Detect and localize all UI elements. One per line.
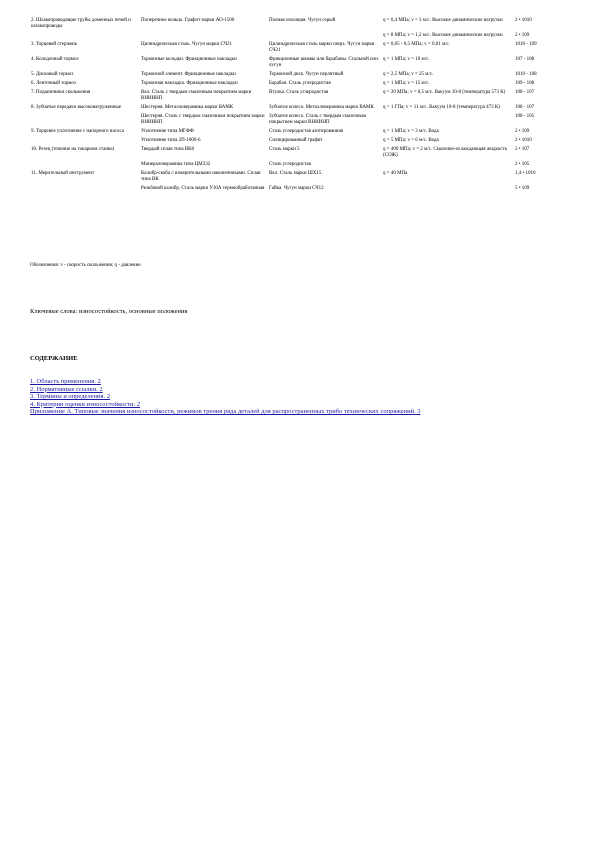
toc-link-terms[interactable]: 3. Термины и определения. 2: [30, 393, 110, 401]
part-material-cell: Поперечное кольцо. Графит марки АО-1500: [141, 18, 235, 23]
part-material-cell: Цилиндрическая сталь. Чугун марки СЧ21: [141, 42, 232, 47]
part-material-cell: Шестерня. Металлокерамика марки ВАМК: [141, 105, 234, 110]
counterpart-material-cell: Сталь углеродистая: [269, 162, 311, 167]
item-cell: 9. Торцевое уплотнение с напорного насоса: [31, 129, 125, 134]
counterpart-material-cell: Зубчатое колесо. Сталь с твердым смазочным покрытием марки ВНИИНП: [269, 114, 367, 125]
part-material-cell: Тормозная накладка. Фрикционные накладки: [141, 81, 238, 86]
wear-value-cell: 1010 - 109: [515, 42, 537, 47]
counterpart-material-cell: Фрикционные шкивы или барабаны. Стальной или чугун: [269, 57, 378, 68]
part-material-cell: Резьбовой калибр. Сталь марки У10А термообработанная: [141, 186, 265, 191]
wear-value-cell: 2 • 109: [515, 33, 530, 38]
counterpart-material-cell: Цилиндрическая сталь марки сверх. Чугун марки СЧ21: [269, 42, 375, 53]
toc-title: СОДЕРЖАНИЕ: [30, 355, 78, 362]
counterpart-material-cell: [267, 32, 381, 41]
toc-link-normative-refs[interactable]: 2. Нормативные ссылки. 2: [30, 385, 103, 393]
table-row: [29, 71, 557, 80]
wear-value-cell: 2 • 107: [515, 147, 530, 152]
part-material-cell: Шестерня. Сталь с твердым смазочным покрытием марки ВНИИНП: [141, 114, 265, 125]
item-cell: 2. Шлакопроводящие трубы доменных печей и шлакопроводы: [31, 18, 131, 29]
wear-value-cell: 2 • 1010: [515, 138, 532, 143]
counterpart-material-cell: Сталь марки 5: [269, 147, 300, 152]
conditions-cell: q = 1 МПа; v = 3 м/с. Вода: [383, 129, 439, 134]
conditions-cell: q = 2,5 МПа; v = 25 м/с.: [383, 72, 434, 77]
counterpart-material-cell: Зубчатое колесо. Металлокерамика марки ВАМК: [269, 105, 374, 110]
keywords-line: Ключевые слова: износостойкость, основные положения: [30, 308, 188, 315]
wear-value-cell: 108 - 105: [515, 114, 535, 119]
counterpart-material-cell: Барабан. Сталь углеродистая: [269, 81, 331, 86]
toc-link-scope[interactable]: 1. Область применения. 2: [30, 378, 101, 385]
item-cell: [29, 161, 139, 170]
wear-value-cell: 108 - 107: [515, 90, 535, 95]
counterpart-material-cell: Вкл. Сталь марки ШХ15: [269, 171, 322, 176]
conditions-cell: q = 0,4 МПа; v = 3 м/с. Высокие динамические нагрузки: [383, 18, 503, 23]
counterpart-material-cell: Гайка. Чугун марки СЧ12: [269, 186, 324, 191]
table-row: [29, 185, 557, 194]
conditions-cell: q = 0,05 - 0,5 МПа; v = 0,01 м/с.: [383, 42, 450, 47]
table-row: [29, 161, 557, 170]
table-row: [29, 32, 557, 41]
table-row: [29, 128, 557, 137]
counterpart-material-cell: Тормозной диск. Чугун перлитный: [269, 72, 344, 77]
part-material-cell: Вкл. Сталь с твердым смазочным покрытием марки ВНИИНП: [141, 90, 252, 101]
table-row: [29, 104, 557, 113]
part-material-cell: Тормозной элемент. Фрикционные накладки: [141, 72, 236, 77]
item-cell: 6. Ленточный тормоз: [31, 81, 76, 86]
table-of-contents: [30, 378, 530, 416]
table-note: Обозначения: v - скорость скольжения; q - давление.: [30, 263, 142, 268]
conditions-cell: [381, 161, 513, 170]
part-material-cell: Уплотнение типа 2П-1000-6: [141, 138, 201, 143]
wear-value-cell: 2 • 109: [515, 129, 530, 134]
table-row: [29, 56, 557, 71]
table-row: [29, 146, 557, 161]
table-row: [29, 17, 557, 32]
part-material-cell: Твердый сплав типа ВК8: [141, 147, 195, 152]
conditions-cell: q = 1 ГПа; v = 11 м/с. Вакуум 10-8 (температура 473 К): [383, 105, 500, 110]
table-row: [29, 41, 557, 56]
counterpart-material-cell: Силицированный графит: [269, 138, 323, 143]
item-cell: 8. Зубчатые передачи высоконагруженные: [31, 105, 121, 110]
counterpart-material-cell: Втулка. Сталь углеродистая: [269, 90, 329, 95]
item-cell: [29, 137, 139, 146]
counterpart-material-cell: Сталь углеродистая азотированная: [269, 129, 343, 134]
conditions-cell: q = 8 МПа; v = 1,2 м/с. Высокие динамические нагрузки: [383, 33, 503, 38]
wear-value-cell: 2 • 1010: [515, 18, 532, 23]
wear-value-cell: 5 • 109: [515, 186, 530, 191]
part-material-cell: Калибр-скоба с измерительными наконечниками. Сплав типа ВК: [141, 171, 261, 182]
item-cell: [29, 113, 139, 128]
item-cell: 10. Резец (точение на токарном станке): [31, 147, 115, 152]
part-material-cell: [139, 32, 267, 41]
wear-value-cell: 108 - 107: [515, 105, 535, 110]
item-cell: [29, 32, 139, 41]
conditions-cell: q = 40 МПа: [383, 171, 408, 176]
item-cell: 7. Подшипники скольжения: [31, 90, 91, 95]
counterpart-material-cell: Полная изоляция. Чугун серый: [269, 18, 336, 23]
item-cell: 11. Мерительный инструмент: [31, 171, 95, 176]
table-row: [29, 137, 557, 146]
part-material-cell: Тормозные колодки. Фрикционные накладки: [141, 57, 237, 62]
conditions-cell: q = 5 МПа; v = 6 м/с. Вода: [383, 138, 439, 143]
table-row: [29, 89, 557, 104]
item-cell: [29, 185, 139, 194]
toc-link-appendix-a[interactable]: Приложение А. Типовые значения износостойкости, режимов трения ряда деталей для распространенных трибо технических сопряжений. 3: [30, 408, 421, 416]
wear-value-cell: 1,4 • 1010: [515, 171, 536, 176]
conditions-cell: q = 1 МПа; v = 15 м/с.: [383, 81, 430, 86]
conditions-cell: q = 1 МПа; v = 10 м/с.: [383, 57, 430, 62]
wear-value-cell: 109 - 108: [515, 81, 535, 86]
wear-resistance-table: [29, 17, 557, 194]
part-material-cell: Уплотнение типа МГФФ: [141, 129, 194, 134]
conditions-cell: [381, 113, 513, 128]
wear-value-cell: 1010 - 108: [515, 72, 537, 77]
part-material-cell: Минералокерамика типа ЦМ332: [141, 162, 211, 167]
item-cell: 4. Колодочный тормоз: [31, 57, 79, 62]
conditions-cell: q = 20 МПа; v = 0,5 м/с. Вакуум 10-8 (температура 573 К): [383, 90, 506, 95]
item-cell: 5. Дисковый тормоз: [31, 72, 74, 77]
table-row: [29, 170, 557, 185]
toc-link-criteria[interactable]: 4. Критерии оценки износостойкости. 2: [30, 400, 141, 408]
wear-value-cell: 2 • 105: [515, 162, 530, 167]
wear-value-cell: 107 - 108: [515, 57, 535, 62]
conditions-cell: [381, 185, 513, 194]
conditions-cell: q = 400 МПа; v = 2 м/с. Смазочно-охлаждающая жидкость (СОЖ): [383, 147, 508, 158]
item-cell: 3. Торцевой стержень: [31, 42, 78, 47]
table-row: [29, 80, 557, 89]
table-row: [29, 113, 557, 128]
